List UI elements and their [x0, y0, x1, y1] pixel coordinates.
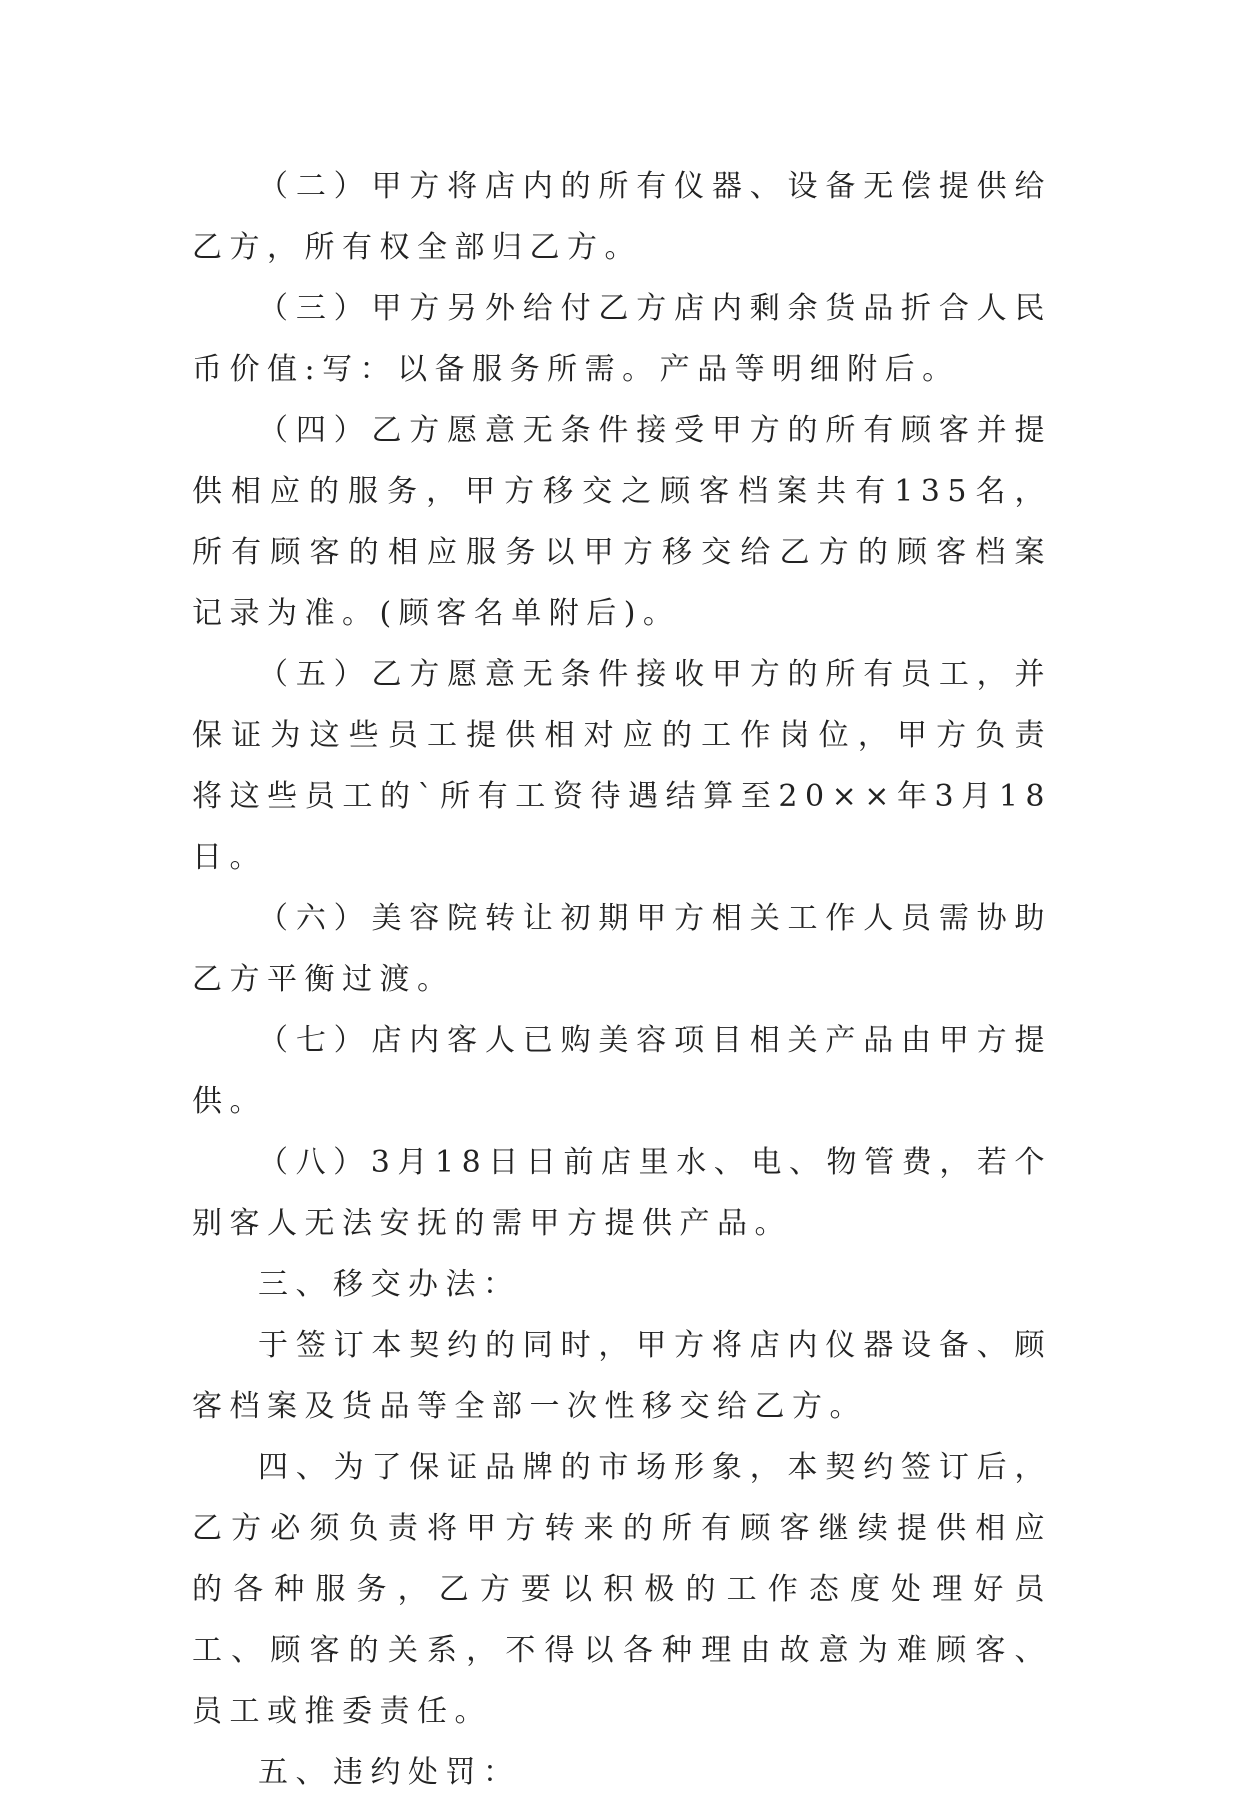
paragraph-transition-assistance: （六）美容院转让初期甲方相关工作人员需协助乙方平衡过渡。	[192, 901, 1052, 997]
paragraph-equipment-transfer: （二）甲方将店内的所有仪器、设备无偿提供给乙方，所有权全部归乙方。	[192, 169, 1052, 265]
section-heading-handover-method: 三、移交办法：	[258, 1267, 521, 1302]
paragraph-employee-transfer: （五）乙方愿意无条件接收甲方的所有员工，并保证为这些员工提供相对应的工作岗位，甲方负责将这些员工的`所有工资待遇结算至20××年3月18日。	[192, 657, 1052, 875]
document-body	[192, 156, 1052, 1803]
paragraph-utility-fees: （八）3月18日日前店里水、电、物管费，若个别客人无法安抚的需甲方提供产品。	[192, 1145, 1052, 1241]
section-heading-breach-penalty: 五、违约处罚：	[258, 1755, 521, 1790]
paragraph-remaining-goods: （三）甲方另外给付乙方店内剩余货品折合人民币价值:写：以备服务所需。产品等明细附后。	[192, 291, 1052, 387]
paragraph-purchased-products: （七）店内客人已购美容项目相关产品由甲方提供。	[192, 1023, 1052, 1119]
paragraph-handover-method: 于签订本契约的同时，甲方将店内仪器设备、顾客档案及货品等全部一次性移交给乙方。	[192, 1328, 1052, 1424]
section-brand-image: 四、为了保证品牌的市场形象，本契约签订后，乙方必须负责将甲方转来的所有顾客继续提供相应的各种服务，乙方要以积极的工作态度处理好员工、顾客的关系，不得以各种理由故意为难顾客、员工或推委责任。	[192, 1450, 1052, 1729]
paragraph-customer-transfer: （四）乙方愿意无条件接受甲方的所有顾客并提供相应的服务，甲方移交之顾客档案共有135名，所有顾客的相应服务以甲方移交给乙方的顾客档案记录为准。(顾客名单附后)。	[192, 413, 1052, 631]
